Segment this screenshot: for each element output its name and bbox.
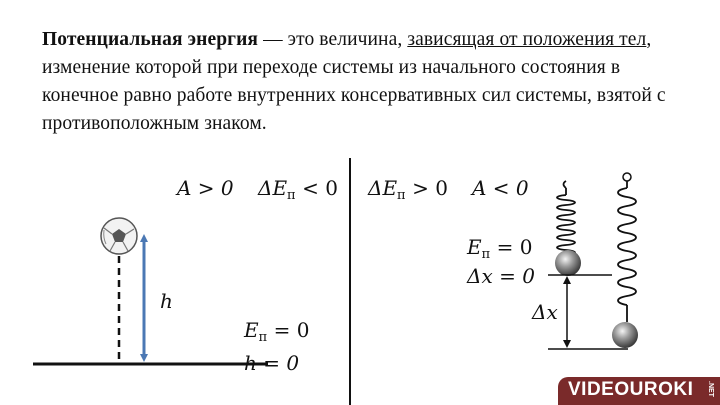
right-work-sign: A < 0	[472, 176, 529, 200]
left-ep-zero: $E_п = 0$	[244, 318, 310, 345]
weight-ball-1	[555, 250, 581, 276]
logo-suffix: .NET	[707, 381, 714, 397]
logo-text: VIDEOUROKI	[568, 379, 694, 400]
right-ep-zero: $E_п = 0$	[467, 235, 533, 262]
definition-underlined: зависящая от положения тел	[407, 29, 647, 50]
dx-label: Δx	[532, 300, 558, 324]
height-label: h	[160, 289, 173, 313]
left-energy-change: $\Delta E_п < 0$	[258, 176, 338, 203]
dx-zero-label: Δx = 0	[467, 264, 535, 288]
h-zero-label: h = 0	[244, 351, 300, 375]
spring-stretched	[618, 173, 636, 322]
spring-compressed	[557, 181, 575, 255]
definition-dash: — это величина,	[258, 29, 408, 50]
right-energy-change: $\Delta E_п > 0$	[368, 176, 448, 203]
soccer-ball-icon	[101, 218, 137, 254]
definition-rest: , изменение которой при переходе системы из начального состояния в конечное равно работе внутренних консервативных сил системы, взятой с противоположным знаком.	[42, 29, 666, 134]
videouroki-logo[interactable]	[558, 377, 720, 405]
weight-ball-2	[612, 322, 638, 348]
left-work-sign: A > 0	[177, 176, 234, 200]
definition-term: Потенциальная энергия	[42, 29, 259, 50]
